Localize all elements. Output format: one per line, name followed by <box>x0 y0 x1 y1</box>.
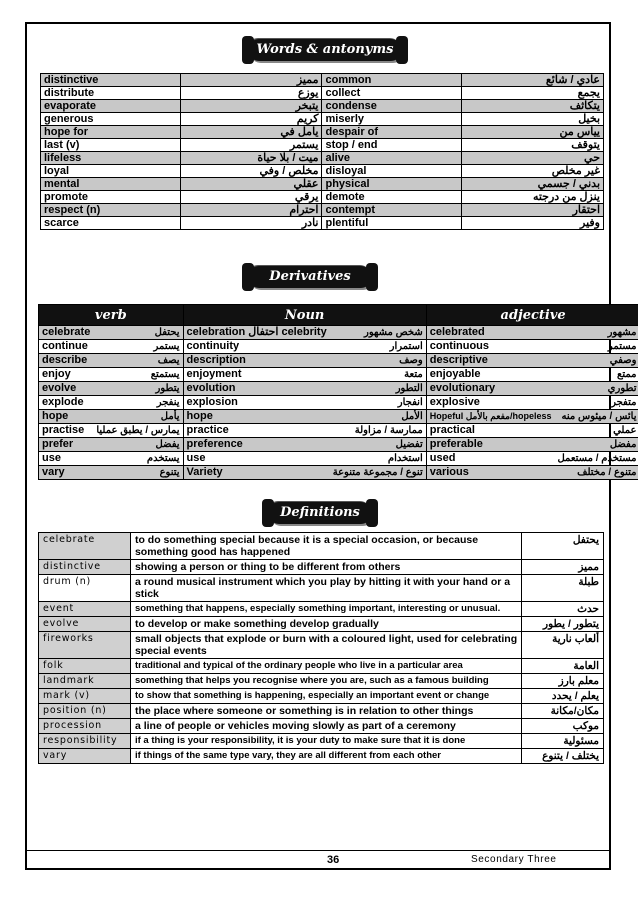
verb-cell: continue <box>39 340 94 354</box>
adjective-arabic-cell: مفضل <box>554 438 638 452</box>
definition-arabic-cell: يحتفل <box>522 533 604 560</box>
word-cell: hope for <box>41 126 181 139</box>
words-antonyms-banner: Words & antonyms <box>248 39 402 61</box>
definition-cell: something that happens, especially something important, interesting or unusual. <box>130 602 521 617</box>
table-row <box>39 326 638 340</box>
table-row <box>39 340 638 354</box>
term-cell: evolve <box>39 617 131 632</box>
verb-arabic-cell: يستمتع <box>93 368 183 382</box>
verb-arabic-cell: يفضل <box>93 438 183 452</box>
noun-cell: continuity <box>183 340 330 354</box>
term-cell: event <box>39 602 131 617</box>
table-row <box>41 87 604 100</box>
noun-cell: Variety <box>183 466 330 480</box>
noun-cell: hope <box>183 410 330 424</box>
verb-cell: describe <box>39 354 94 368</box>
definition-arabic-cell: ألعاب نارية <box>522 632 604 659</box>
table-row <box>39 533 604 560</box>
verb-arabic-cell: يمارس / يطبق عمليا <box>93 424 183 438</box>
definition-cell: something that helps you recognise where you are, such as a famous building <box>130 674 521 689</box>
adjective-cell: Hopeful مفعم بالأمل/hopeless <box>426 410 554 424</box>
term-cell: celebrate <box>39 533 131 560</box>
verb-arabic-cell: يحتفل <box>93 326 183 340</box>
definition-arabic-cell: يتطور / يطور <box>522 617 604 632</box>
term-cell: procession <box>39 719 131 734</box>
definition-arabic-cell: موكب <box>522 719 604 734</box>
noun-arabic-cell: الأمل <box>330 410 427 424</box>
table-row <box>41 100 604 113</box>
table-row <box>41 126 604 139</box>
table-row <box>39 466 638 480</box>
antonym-cell: collect <box>322 87 462 100</box>
definition-arabic-cell: يختلف / يتنوع <box>522 749 604 764</box>
adjective-arabic-cell: متفجر <box>554 396 638 410</box>
page-footer <box>27 850 609 869</box>
word-arabic-cell: نادر <box>180 217 322 230</box>
table-row <box>39 749 604 764</box>
definition-cell: if things of the same type vary, they are all different from each other <box>130 749 521 764</box>
noun-header: Noun <box>183 305 426 326</box>
noun-arabic-cell: تفضيل <box>330 438 427 452</box>
table-row <box>39 396 638 410</box>
word-cell: distribute <box>41 87 181 100</box>
word-arabic-cell: كريم <box>180 113 322 126</box>
term-cell: fireworks <box>39 632 131 659</box>
noun-arabic-cell: استخدام <box>330 452 427 466</box>
verb-arabic-cell: يصف <box>93 354 183 368</box>
verb-cell: evolve <box>39 382 94 396</box>
antonym-arabic-cell: يجمع <box>462 87 604 100</box>
term-cell: folk <box>39 659 131 674</box>
antonym-cell: physical <box>322 178 462 191</box>
adjective-arabic-cell: مستمر <box>554 340 638 354</box>
verb-arabic-cell: يتطور <box>93 382 183 396</box>
definition-cell: a round musical instrument which you play by hitting it with your hand or a stick <box>130 575 521 602</box>
word-cell: last (v) <box>41 139 181 152</box>
adjective-cell: practical <box>426 424 554 438</box>
table-row <box>39 719 604 734</box>
table-row <box>41 165 604 178</box>
word-cell: distinctive <box>41 74 181 87</box>
derivatives-table <box>38 304 638 480</box>
table-row <box>41 152 604 165</box>
definition-cell: to do something special because it is a special occasion, or because something good has happened <box>130 533 521 560</box>
definition-cell: to show that something is happening, especially an important event or change <box>130 689 521 704</box>
antonym-arabic-cell: عادي / شائع <box>462 74 604 87</box>
word-arabic-cell: عقلي <box>180 178 322 191</box>
table-row <box>39 424 638 438</box>
term-cell: responsibility <box>39 734 131 749</box>
antonym-cell: common <box>322 74 462 87</box>
term-cell: landmark <box>39 674 131 689</box>
definition-cell: small objects that explode or burn with a coloured light, used for celebrating special events <box>130 632 521 659</box>
noun-arabic-cell: شخص مشهور <box>330 326 427 340</box>
table-row <box>39 575 604 602</box>
definitions-banner: Definitions <box>268 502 372 524</box>
definition-cell: a line of people or vehicles moving slowly as part of a ceremony <box>130 719 521 734</box>
definition-arabic-cell: مكان/مكانة <box>522 704 604 719</box>
antonym-arabic-cell: ييأس من <box>462 126 604 139</box>
verb-cell: vary <box>39 466 94 480</box>
table-row <box>39 354 638 368</box>
table-row <box>39 410 638 424</box>
table-row <box>39 560 604 575</box>
page-number: 36 <box>327 854 340 866</box>
word-arabic-cell: احترام <box>180 204 322 217</box>
book-name: Secondary Three <box>471 854 557 865</box>
noun-arabic-cell: تنوع / مجموعة متنوعة <box>330 466 427 480</box>
word-arabic-cell: يرقي <box>180 191 322 204</box>
antonym-arabic-cell: حي <box>462 152 604 165</box>
antonym-cell: miserly <box>322 113 462 126</box>
antonym-cell: demote <box>322 191 462 204</box>
word-cell: lifeless <box>41 152 181 165</box>
table-row <box>39 632 604 659</box>
adjective-cell: used <box>426 452 554 466</box>
table-row <box>41 74 604 87</box>
word-cell: scarce <box>41 217 181 230</box>
definition-cell: if a thing is your responsibility, it is your duty to make sure that it is done <box>130 734 521 749</box>
verb-arabic-cell: يتنوع <box>93 466 183 480</box>
noun-cell: description <box>183 354 330 368</box>
word-arabic-cell: ميت / بلا حياة <box>180 152 322 165</box>
antonym-cell: alive <box>322 152 462 165</box>
adjective-arabic-cell: ممتع <box>554 368 638 382</box>
adjective-cell: celebrated <box>426 326 554 340</box>
definition-arabic-cell: حدث <box>522 602 604 617</box>
definitions-table <box>38 532 604 764</box>
derivatives-banner: Derivatives <box>248 266 372 288</box>
antonym-arabic-cell: بدني / جسمي <box>462 178 604 191</box>
adjective-header: adjective <box>426 305 638 326</box>
antonym-cell: despair of <box>322 126 462 139</box>
table-row <box>39 452 638 466</box>
definition-arabic-cell: مميز <box>522 560 604 575</box>
word-arabic-cell: مخلص / وفي <box>180 165 322 178</box>
table-row <box>41 204 604 217</box>
noun-arabic-cell: وصف <box>330 354 427 368</box>
antonym-cell: stop / end <box>322 139 462 152</box>
word-arabic-cell: مميز <box>180 74 322 87</box>
table-row <box>39 368 638 382</box>
table-row <box>41 191 604 204</box>
adjective-cell: continuous <box>426 340 554 354</box>
table-row <box>41 139 604 152</box>
word-cell: generous <box>41 113 181 126</box>
word-arabic-cell: يوزع <box>180 87 322 100</box>
definition-arabic-cell: يعلم / يحدد <box>522 689 604 704</box>
term-cell: position (n) <box>39 704 131 719</box>
antonym-cell: condense <box>322 100 462 113</box>
antonym-arabic-cell: ينزل من درجته <box>462 191 604 204</box>
table-row <box>39 689 604 704</box>
noun-arabic-cell: التطور <box>330 382 427 396</box>
adjective-cell: preferable <box>426 438 554 452</box>
definition-cell: showing a person or thing to be different from others <box>130 560 521 575</box>
adjective-arabic-cell: عملي <box>554 424 638 438</box>
antonym-cell: plentiful <box>322 217 462 230</box>
verb-cell: enjoy <box>39 368 94 382</box>
table-row <box>39 734 604 749</box>
word-cell: loyal <box>41 165 181 178</box>
verb-header: verb <box>39 305 184 326</box>
verb-cell: hope <box>39 410 94 424</box>
table-row <box>39 704 604 719</box>
word-cell: promote <box>41 191 181 204</box>
term-cell: drum (n) <box>39 575 131 602</box>
term-cell: distinctive <box>39 560 131 575</box>
antonym-cell: disloyal <box>322 165 462 178</box>
adjective-arabic-cell: تطوري <box>554 382 638 396</box>
words-antonyms-table <box>40 73 604 230</box>
verb-cell: explode <box>39 396 94 410</box>
definition-arabic-cell: طبلة <box>522 575 604 602</box>
term-cell: vary <box>39 749 131 764</box>
definition-cell: the place where someone or something is in relation to other things <box>130 704 521 719</box>
verb-arabic-cell: يستخدم <box>93 452 183 466</box>
antonym-arabic-cell: غير مخلص <box>462 165 604 178</box>
adjective-arabic-cell: وصفي <box>554 354 638 368</box>
table-row <box>41 217 604 230</box>
verb-cell: prefer <box>39 438 94 452</box>
noun-cell: celebration احتفال celebrity <box>183 326 330 340</box>
table-row <box>39 382 638 396</box>
table-row <box>41 178 604 191</box>
word-arabic-cell: يأمل في <box>180 126 322 139</box>
table-row <box>39 674 604 689</box>
noun-arabic-cell: استمرار <box>330 340 427 354</box>
noun-cell: evolution <box>183 382 330 396</box>
adjective-arabic-cell: مشهور <box>554 326 638 340</box>
adjective-arabic-cell: يائس / ميئوس منه <box>554 410 638 424</box>
noun-cell: preference <box>183 438 330 452</box>
adjective-cell: evolutionary <box>426 382 554 396</box>
verb-cell: celebrate <box>39 326 94 340</box>
word-arabic-cell: يتبخر <box>180 100 322 113</box>
verb-cell: use <box>39 452 94 466</box>
antonym-arabic-cell: بخيل <box>462 113 604 126</box>
table-row <box>41 113 604 126</box>
table-row <box>39 602 604 617</box>
verb-arabic-cell: يأمل <box>93 410 183 424</box>
adjective-cell: descriptive <box>426 354 554 368</box>
noun-cell: practice <box>183 424 330 438</box>
noun-cell: explosion <box>183 396 330 410</box>
definition-arabic-cell: العامة <box>522 659 604 674</box>
table-row <box>39 617 604 632</box>
term-cell: mark (v) <box>39 689 131 704</box>
noun-cell: use <box>183 452 330 466</box>
word-arabic-cell: يستمر <box>180 139 322 152</box>
antonym-arabic-cell: وفير <box>462 217 604 230</box>
definition-arabic-cell: معلم بارز <box>522 674 604 689</box>
word-cell: respect (n) <box>41 204 181 217</box>
word-cell: mental <box>41 178 181 191</box>
word-cell: evaporate <box>41 100 181 113</box>
adjective-arabic-cell: متنوع / مختلف <box>554 466 638 480</box>
noun-arabic-cell: ممارسة / مزاولة <box>330 424 427 438</box>
table-row <box>39 659 604 674</box>
antonym-arabic-cell: يتكاثف <box>462 100 604 113</box>
verb-arabic-cell: يستمر <box>93 340 183 354</box>
verb-cell: practise <box>39 424 94 438</box>
definition-arabic-cell: مسئولية <box>522 734 604 749</box>
noun-cell: enjoyment <box>183 368 330 382</box>
antonym-arabic-cell: يتوقف <box>462 139 604 152</box>
adjective-cell: enjoyable <box>426 368 554 382</box>
antonym-arabic-cell: احتقار <box>462 204 604 217</box>
definition-cell: to develop or make something develop gradually <box>130 617 521 632</box>
antonym-cell: contempt <box>322 204 462 217</box>
noun-arabic-cell: انفجار <box>330 396 427 410</box>
adjective-cell: explosive <box>426 396 554 410</box>
adjective-cell: various <box>426 466 554 480</box>
verb-arabic-cell: ينفجر <box>93 396 183 410</box>
adjective-arabic-cell: مستخدم / مستعمل <box>554 452 638 466</box>
noun-arabic-cell: متعة <box>330 368 427 382</box>
definition-cell: traditional and typical of the ordinary people who live in a particular area <box>130 659 521 674</box>
table-row <box>39 438 638 452</box>
